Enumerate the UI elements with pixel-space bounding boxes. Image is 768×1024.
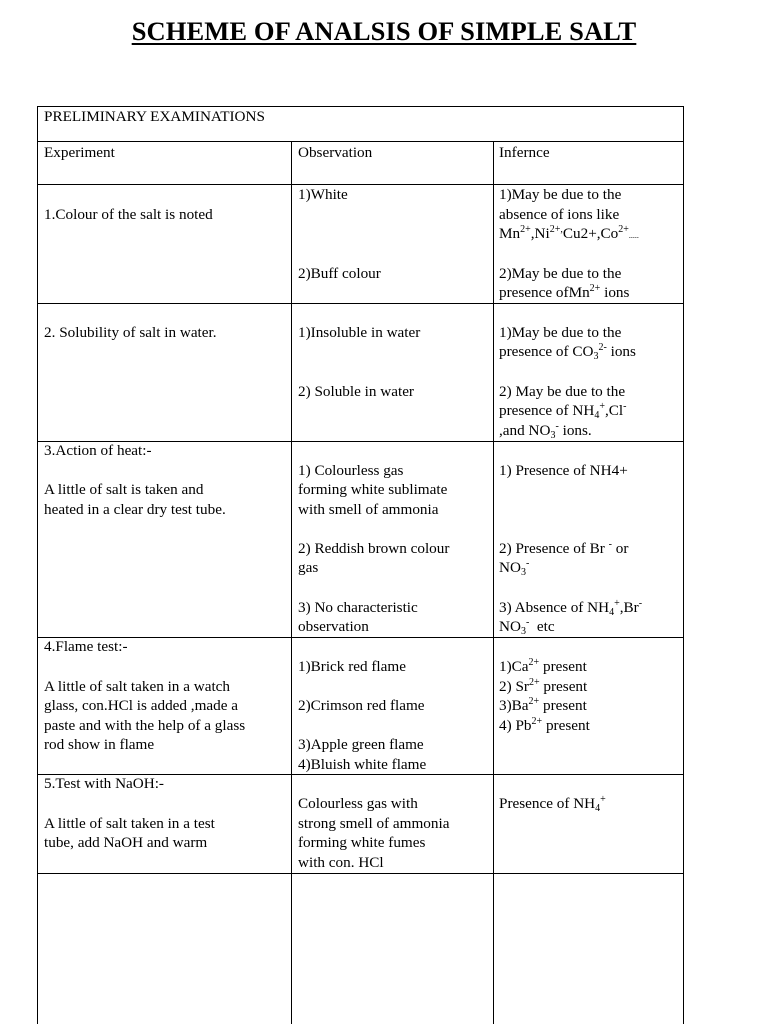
observation-text: forming white sublimate — [298, 481, 448, 498]
header-inference: Infernce — [499, 144, 550, 161]
observation-text: strong smell of ammonia — [298, 815, 450, 832]
observation-text: observation — [298, 618, 369, 635]
inference-text: $3)Ba^{2+}$ present — [499, 696, 587, 714]
observation-text: 4)Bluish white flame — [298, 756, 427, 773]
experiment-text: 1.Colour of the salt is noted — [44, 206, 213, 223]
observation-text: 1)White — [298, 186, 348, 203]
observation-text: 1)Insoluble in water — [298, 324, 421, 341]
observation-text: 3)Apple green flame — [298, 736, 424, 753]
inference-text: ,and $NO_3^-$ ions. — [499, 421, 592, 441]
header-observation: Observation — [298, 144, 373, 161]
experiment-heading: 3.Action of heat:- — [44, 442, 152, 459]
header-experiment: Experiment — [44, 144, 115, 161]
inference-text: 2) Presence of Br - or — [499, 539, 629, 557]
inference-text: 1)May be due to the — [499, 324, 622, 341]
row-divider — [38, 303, 683, 304]
inference-text: $NO_3^-$ — [499, 558, 530, 578]
inference-text: presence ofMn$^{2+}$ ions — [499, 283, 630, 301]
observation-text: with smell of ammonia — [298, 501, 439, 518]
inference-text: 4) $Pb^{2+}$ present — [499, 716, 590, 734]
observation-text: 2)Crimson red flame — [298, 697, 425, 714]
inference-text: 1)May be due to the — [499, 186, 622, 203]
observation-text: 2)Buff colour — [298, 265, 381, 282]
observation-text: with con. HCl — [298, 854, 384, 871]
inference-text: absence of ions like — [499, 206, 620, 223]
inference-text: Presence of $NH_4^+$ — [499, 794, 606, 814]
experiment-text: A little of salt taken in a test — [44, 815, 215, 832]
inference-text: presence of $CO_3^{2-}$ ions — [499, 342, 636, 362]
section-title: PRELIMINARY EXAMINATIONS — [44, 108, 265, 125]
experiment-heading: 5.Test with NaOH:- — [44, 775, 164, 792]
experiment-text: paste and with the help of a glass — [44, 717, 246, 734]
inference-text: 2) May be due to the — [499, 383, 626, 400]
experiment-text: 2. Solubility of salt in water. — [44, 324, 217, 341]
observation-text: Colourless gas with — [298, 795, 418, 812]
inference-text: $NO_3^-$ etc — [499, 617, 555, 637]
experiment-text: rod show in flame — [44, 736, 155, 753]
observation-text: gas — [298, 559, 319, 576]
experiment-text: glass, con.HCl is added ,made a — [44, 697, 239, 714]
row-divider — [38, 141, 683, 142]
row-divider — [38, 637, 683, 638]
inference-text: presence of $NH_4^+,Cl^-$ — [499, 401, 627, 421]
observation-text: 3) No characteristic — [298, 599, 418, 616]
column-divider — [291, 141, 292, 1024]
row-divider — [38, 873, 683, 874]
observation-text: 2) Soluble in water — [298, 383, 414, 400]
observation-text: forming white fumes — [298, 834, 426, 851]
inference-text: $1)Ca^{2+}$ present — [499, 657, 587, 675]
experiment-text: A little of salt is taken and — [44, 481, 204, 498]
column-divider — [493, 141, 494, 1024]
inference-text: 2) $Sr^{2+}$ present — [499, 677, 588, 695]
analysis-table — [37, 106, 684, 1024]
experiment-text: A little of salt taken in a watch — [44, 678, 230, 695]
observation-text: 1) Colourless gas — [298, 462, 404, 479]
experiment-heading: 4.Flame test:- — [44, 638, 128, 655]
experiment-text: heated in a clear dry test tube. — [44, 501, 226, 518]
inference-text: 3) Absence of $NH_4^+,Br^-$ — [499, 598, 643, 618]
page-title: SCHEME OF ANALSIS OF SIMPLE SALT — [131, 16, 637, 46]
observation-text: 2) Reddish brown colour — [298, 540, 450, 557]
experiment-text: tube, add NaOH and warm — [44, 834, 208, 851]
inference-text: $Mn^{2+},Ni^{2+,}Cu2+,Co^{2+}$..... — [499, 224, 639, 242]
inference-text: 1) Presence of NH4+ — [499, 462, 628, 479]
observation-text: 1)Brick red flame — [298, 658, 406, 675]
inference-text: 2)May be due to the — [499, 265, 622, 282]
